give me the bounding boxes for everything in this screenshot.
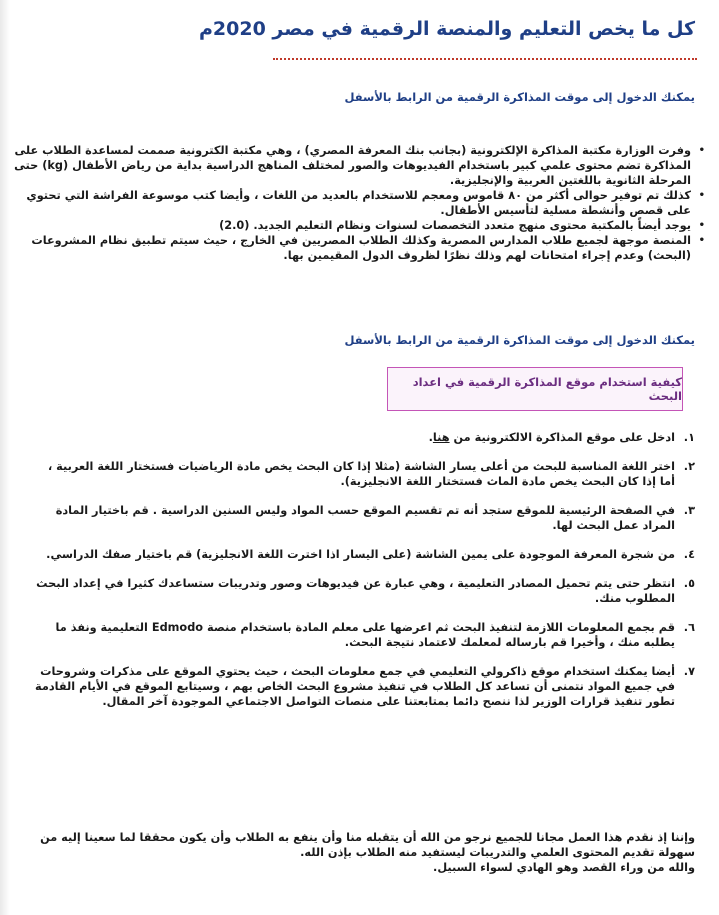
steps-list — [33, 430, 695, 723]
step-number: ٢. — [683, 460, 695, 473]
step-text: من شجرة المعرفة الموجودة على يمين الشاشة (على اليسار اذا اخترت اللغة الانجليزية) قم باختيار صفك الدراسي. — [46, 548, 675, 561]
step-text: ادخل على موقع المذاكرة الالكترونية من — [449, 431, 675, 444]
howto-heading-box — [387, 367, 683, 411]
title-divider — [273, 58, 697, 60]
step-item — [33, 576, 695, 606]
closing-line: وإننا إذ نقدم هذا العمل مجانا للجميع نرجو من الله أن يتقبله منا وأن ينفع به الطلاب وأن يكون محققا لما سعينا إليه من سهولة تقديم المحتوى العلمي والتدريبات ليستفيد منه الطلاب بإذن الله. — [40, 831, 695, 859]
step-number: ٧. — [683, 665, 695, 678]
step-text: أيضا يمكنك استخدام موقع ذاكرولي التعليمي في جمع معلومات البحث ، حيث يحتوي الموقع على مذكرات وشروحات في جميع المواد نتمنى أن تساعد كل الطلاب في تنفيذ مشروع البحث الخاص بهم ، وسيتابع الموقع في الأيام القادمة تطور تنفيذ قرارات الوزير لذا ننصح دائما بمتابعتنا على منصات التواصل الاجتماعي الموجودة آخر المقال. — [35, 665, 675, 708]
step-number: ٥. — [683, 577, 695, 590]
bullet-item: • المنصة موجهة لجميع طلاب المدارس المصرية وكذلك الطلاب المصريين في الخارج ، حيث سيتم تطبيق نظام المشروعات (البحث) وعدم إجراء امتحانات لهم وذلك نظرًا لظروف الدول المقيمين بها. — [11, 233, 691, 263]
step-item — [33, 664, 695, 709]
step-item — [33, 547, 695, 562]
page-title: كل ما يخص التعليم والمنصة الرقمية في مصر 2020م — [198, 18, 695, 40]
access-link-heading: يمكنك الدخول إلى موقت المذاكرة الرقمية من الرابط بالأسفل — [344, 90, 695, 104]
step-number: ٦. — [683, 621, 695, 634]
step-number: ١. — [683, 431, 695, 444]
step-number: ٤. — [683, 548, 695, 561]
howto-heading: كيفية استخدام موقع المذاكرة الرقمية في اعداد البحث — [412, 375, 682, 403]
closing-line: والله من وراء القصد وهو الهادي لسواء السبيل. — [433, 861, 695, 874]
step-text: في الصفحة الرئيسية للموقع ستجد أنه تم تقسيم الموقع حسب المواد وليس السنين الدراسية . قم باختيار المادة المراد عمل البحث لها. — [55, 504, 675, 532]
access-link-heading-2: يمكنك الدخول إلى موقت المذاكرة الرقمية من الرابط بالأسفل — [344, 333, 695, 347]
step-item — [33, 620, 695, 650]
bullet-item: • كذلك تم توفير حوالى أكثر من ٨٠ قاموس ومعجم للاستخدام بالعديد من اللغات ، وأيضا كتب موسوعة الفراشة التي تحتوي على قصص وأنشطة مسلية لتأسيس الأطفال. — [11, 188, 691, 218]
step-text: انتظر حتى يتم تحميل المصادر التعليمية ، وهي عبارة عن فيديوهات وصور وتدريبات ستساعدك كثيرا في إعداد البحث المطلوب منك. — [36, 577, 675, 605]
closing-paragraph — [27, 830, 695, 875]
bullet-item: • وفرت الوزارة مكتبة المذاكرة الإلكترونية (بجانب بنك المعرفة المصري) ، وهي مكتبة الكترونية صممت لمساعدة الطلاب على المذاكرة تضم محتوى علمي كبير باستخدام الفيديوهات والصور لمختلف المناهج الدراسية بداية من رياض الأطفال (kg) حتى المرحلة الثانوية باللغتين العربية والإنجليزية. — [11, 143, 691, 188]
here-link[interactable]: هنا — [432, 431, 450, 444]
step-number: ٣. — [683, 504, 695, 517]
step-text: قم بجمع المعلومات اللازمة لتنفيذ البحث ثم اعرضها على معلم المادة باستخدام منصة Edmodo التعليمية ونفذ ما يطلبه منك ، وأخيرا قم بارساله لمعلمك لاعتماد نتيجة البحث. — [55, 621, 675, 649]
info-bullet-list — [11, 143, 705, 263]
step-item — [33, 430, 695, 445]
step-text-end: . — [428, 431, 433, 444]
bullet-item: • يوجد أيضاً بالمكتبة محتوى منهج متعدد التخصصات لسنوات ونظام التعليم الجديد. (2.0) — [11, 218, 691, 233]
step-item — [33, 503, 695, 533]
step-item — [33, 459, 695, 489]
step-text: اختر اللغة المناسبة للبحث من أعلى يسار الشاشة (مثلا إذا كان البحث يخص مادة الرياضيات فستختار اللغة العربية ، أما إذا كان البحث يخص مادة الماث فستختار اللغة الانجليزية). — [47, 460, 675, 488]
